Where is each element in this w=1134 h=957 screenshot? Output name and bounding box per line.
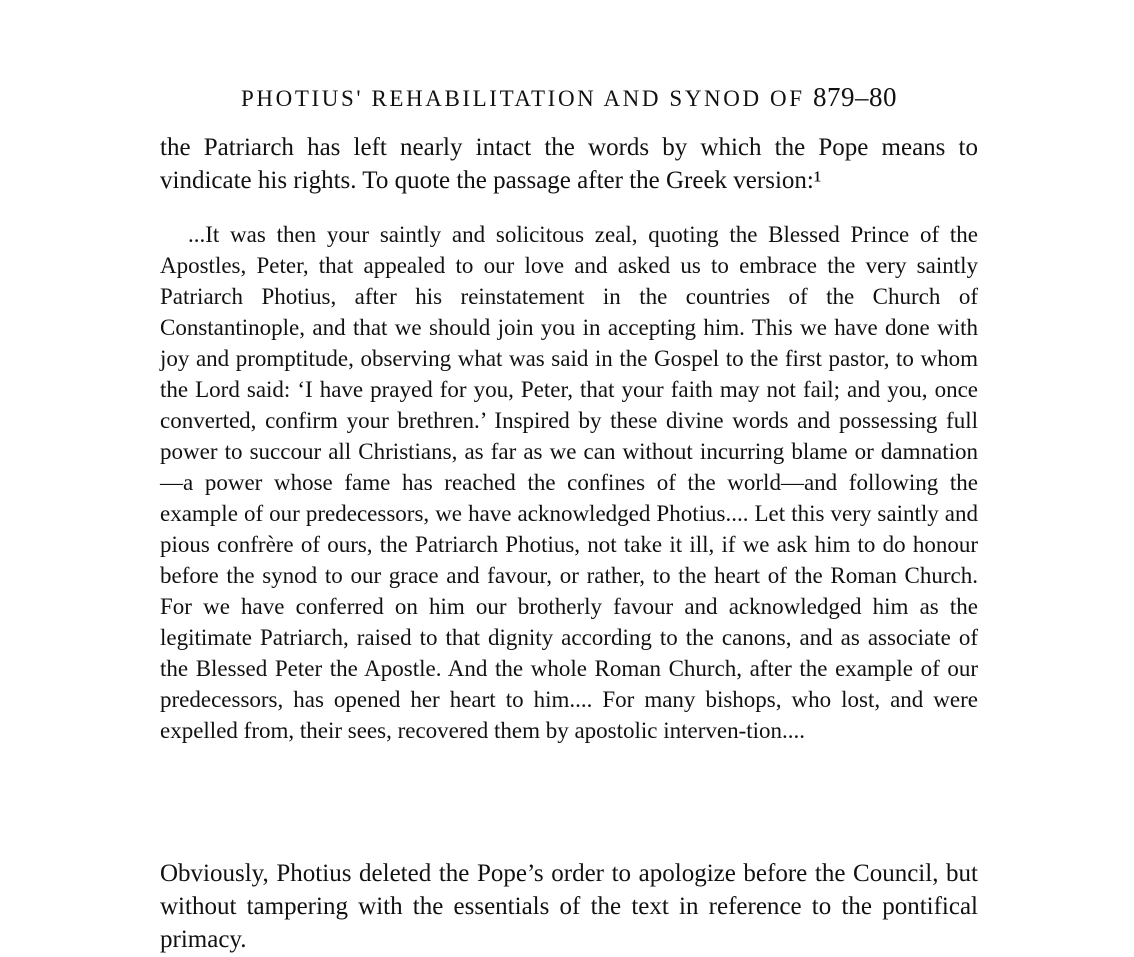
- intro-paragraph: the Patriarch has left nearly intact the words by which the Pope means to vindicate his rights. To quote the passage after the Greek version:¹: [160, 134, 978, 194]
- block-quotation: ...It was then your saintly and solicitous zeal, quoting the Blessed Prince of the Apostles, Peter, that appealed to our love and asked us to embrace the very saintly Patriarch Photius, after his reinstatement in the countries of the Church of Constantinople, and that we should join you in accepting him. This we have done with joy and promptitude, observing what was said in the Gospel to the first pastor, to whom the Lord said: ‘I have prayed for you, Peter, that your faith may not fail; and you, once converted, confirm your brethren.’ Inspired by these divine words and possessing full power to succour all Christians, as far as we can without incurring blame or damnation —a power whose fame has reached the confines of the world—and following the example of our predecessors, we have acknowledged Photius.... Let this very saintly and pious confrère of ours, the Patriarch Photius, not take it ill, if we ask him to do honour before the synod to our grace and favour, or rather, to the heart of the Roman Church. For we have conferred on him our brotherly favour and acknowledged him as the legitimate Patriarch, raised to that dignity according to the canons, and as associate of the Blessed Peter the Apostle. And the whole Roman Church, after the example of our predecessors, has opened her heart to him.... For many bishops, who lost, and were expelled from, their sees, recovered them by apostolic interven-tion....: [160, 222, 978, 743]
- page-range: 879–80: [812, 82, 897, 112]
- running-title: PHOTIUS' REHABILITATION AND SYNOD OF: [241, 86, 805, 111]
- closing-paragraph: Obviously, Photius deleted the Pope’s order to apologize before the Council, but without tampering with the essentials of the text in reference to the pontifical primacy.: [160, 860, 978, 953]
- running-head: [160, 82, 978, 114]
